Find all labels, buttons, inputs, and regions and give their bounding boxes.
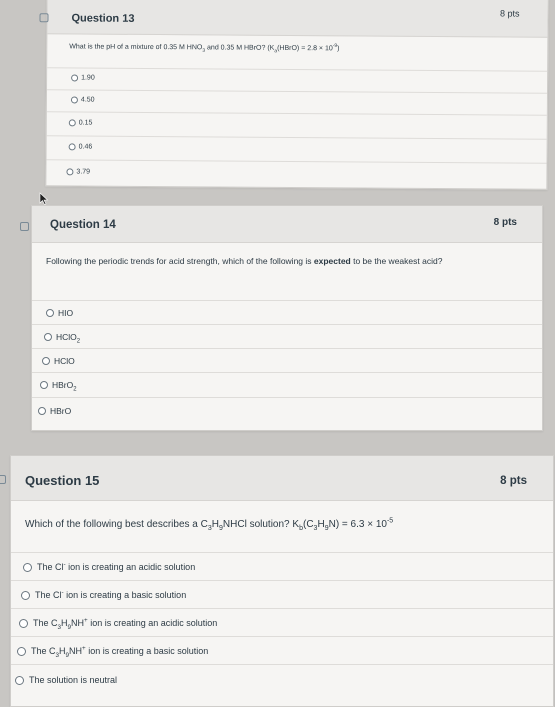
- question-14-card: [31, 205, 543, 431]
- option-label: HBrO: [50, 406, 72, 416]
- radio-button[interactable]: [42, 357, 50, 365]
- question-14-title: Question 14: [50, 219, 116, 231]
- flag-question-icon[interactable]: [0, 475, 6, 484]
- option-label: 0.46: [78, 143, 93, 151]
- option-label: The Cl- ion is creating an acidic solution: [37, 561, 196, 572]
- option-label: HBrO$_2$: [52, 380, 77, 393]
- radio-button[interactable]: [21, 591, 30, 600]
- option-label: 1.90: [81, 74, 95, 82]
- question-13-points: 8 pts: [500, 8, 520, 19]
- radio-button[interactable]: [71, 74, 78, 81]
- radio-button[interactable]: [15, 676, 24, 685]
- question-15-title: Question 15: [25, 473, 100, 488]
- question-14-option-5[interactable]: [32, 397, 542, 431]
- option-label: HClO: [54, 356, 75, 366]
- flag-question-icon[interactable]: [39, 13, 48, 22]
- option-label: HIO: [58, 308, 74, 318]
- question-14-option-4[interactable]: [32, 372, 542, 398]
- radio-button[interactable]: [66, 168, 73, 175]
- question-15-text: Which of the following best describes a $C_3H_9NHCl$ solution? $K_b(C_3H_9N) = 6.3 \times 10^{-5}$: [25, 517, 394, 532]
- question-15-points: 8 pts: [500, 475, 527, 487]
- radio-button[interactable]: [69, 143, 76, 150]
- question-15-option-5[interactable]: [11, 664, 553, 707]
- question-13-card: [45, 0, 548, 190]
- radio-button[interactable]: [38, 407, 46, 415]
- option-label: 4.50: [80, 96, 95, 104]
- mouse-cursor-icon: [38, 192, 50, 206]
- radio-button[interactable]: [69, 119, 76, 126]
- question-13-text: What is the pH of a mixture of 0.35 M $HNO_3$ and 0.35 M HBrO? $(K_a(HBrO) = 2.8 \times 10^{-9})$: [69, 43, 340, 55]
- option-label: The $C_3H_9NH^+$ ion is creating a basic solution: [31, 645, 209, 659]
- question-15-option-2[interactable]: [11, 580, 553, 609]
- question-15-card: [10, 455, 554, 707]
- radio-button[interactable]: [23, 563, 32, 572]
- question-14-points: 8 pts: [493, 217, 517, 228]
- option-label: 3.79: [76, 168, 91, 176]
- option-label: The $C_3H_9NH^+$ ion is creating an acidic solution: [33, 617, 218, 631]
- question-14-option-1[interactable]: [32, 300, 542, 325]
- option-label: The Cl- ion is creating a basic solution: [35, 589, 187, 600]
- question-15-option-1[interactable]: [11, 552, 553, 581]
- question-14-option-3[interactable]: [32, 348, 542, 373]
- radio-button[interactable]: [17, 647, 26, 656]
- radio-button[interactable]: [44, 333, 52, 341]
- radio-button[interactable]: [46, 309, 54, 317]
- option-label: 0.15: [78, 119, 93, 127]
- option-label: HClO$_2$: [56, 332, 81, 345]
- radio-button[interactable]: [19, 619, 28, 628]
- option-label: The solution is neutral: [29, 675, 118, 685]
- question-13-title: Question 13: [71, 12, 135, 25]
- radio-button[interactable]: [40, 381, 48, 389]
- question-15-option-3[interactable]: [11, 608, 553, 637]
- question-13-option-5[interactable]: [46, 159, 546, 189]
- flag-question-icon[interactable]: [20, 222, 29, 231]
- question-14-option-2[interactable]: [32, 324, 542, 349]
- radio-button[interactable]: [71, 96, 78, 103]
- question-15-option-4[interactable]: [11, 636, 553, 665]
- question-14-text: Following the periodic trends for acid strength, which of the following is expected to be the weakest acid?: [46, 256, 443, 266]
